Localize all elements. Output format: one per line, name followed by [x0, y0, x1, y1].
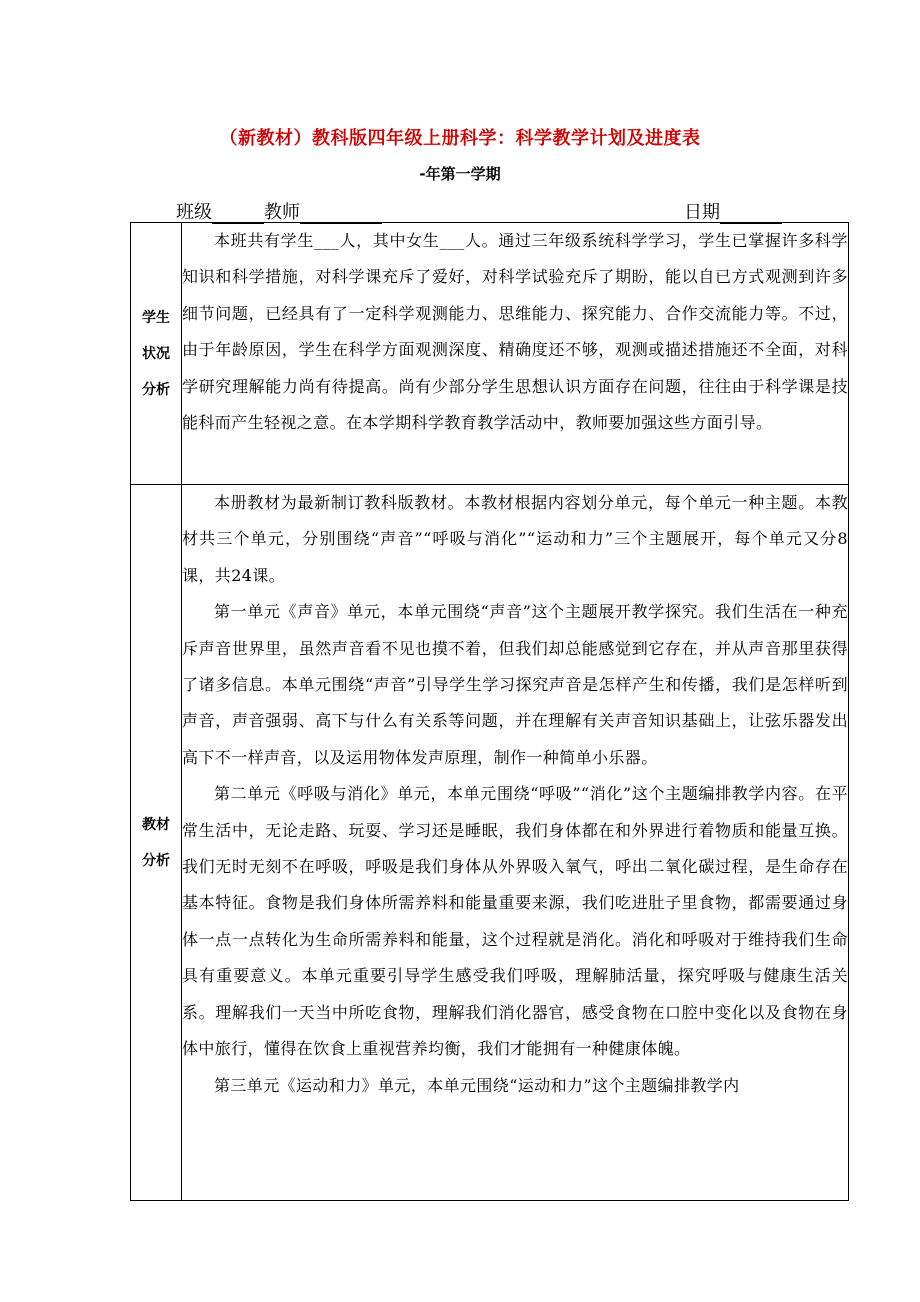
student-analysis-label — [131, 223, 182, 485]
material-paragraph-unit1: 第一单元《声音》单元，本单元围绕“声音”这个主题展开教学探究。我们生活在一种充斥声音世界里，虽然声音看不见也摸不着，但我们却总能感觉到它存在，并从声音那里获得了诸多信息。本单元围绕“声音”引导学生学习探究声音是怎样产生和传播，我们是怎样听到声音，声音强弱、高下与什么有关系等问题，并在理解有关声音知识基础上，让弦乐器发出高下不一样声音，以及运用物体发声原理，制作一种简单小乐器。 — [182, 602, 848, 767]
student-analysis-row — [131, 223, 849, 485]
class-label: 班级 — [176, 202, 212, 223]
material-paragraph-unit2: 第二单元《呼吸与消化》单元，本单元围绕“呼吸”“消化”这个主题编排教学内容。在平常生活中，无论走路、玩耍、学习还是睡眠，我们身体都在和外界进行着物质和能量互换。我们无时无刻不在呼吸，呼吸是我们身体从外界吸入氧气，呼出二氧化碳过程，是生命存在基本特征。食物是我们身体所需养料和能量重要来源，我们吃进肚子里食物，都需要通过身体一点一点转化为生命所需养料和能量，这个过程就是消化。消化和呼吸对于维持我们生命具有重要意义。本单元重要引导学生感受我们呼吸，理解肺活量，探究呼吸与健康生活关系。理解我们一天当中所吃食物，理解我们消化器官，感受食物在口腔中变化以及食物在身体中旅行，懂得在饮食上重视营养均衡，我们才能拥有一种健康体魄。 — [182, 784, 848, 1059]
material-paragraph-unit3: 第三单元《运动和力》单元，本单元围绕“运动和力”这个主题编排教学内 — [214, 1075, 740, 1095]
material-analysis-label — [131, 485, 182, 1201]
label-line: 教材 — [142, 816, 170, 833]
material-paragraph-overview: 本册教材为最新制订教科版教材。本教材根据内容划分单元，每个单元一种主题。本教材共三个单元，分别围绕“声音”“呼吸与消化”“运动和力”三个主题展开，每个单元又分8课，共24课。 — [182, 493, 848, 585]
label-line: 学生 — [142, 309, 170, 326]
label-line: 分析 — [142, 852, 170, 869]
plan-table — [130, 222, 849, 1201]
semester-subtitle: -年第一学期 — [419, 165, 501, 183]
date-blank — [720, 203, 782, 224]
teacher-blank — [300, 203, 382, 224]
label-line: 状况 — [142, 345, 170, 362]
date-field — [684, 198, 782, 224]
student-analysis-content — [182, 223, 849, 485]
label-line: 分析 — [142, 381, 170, 398]
date-label: 日期 — [684, 202, 720, 223]
class-teacher-fields — [176, 198, 382, 224]
info-line — [176, 198, 782, 224]
material-analysis-content — [182, 485, 849, 1201]
student-analysis-paragraph: 本班共有学生___人，其中女生___人。通过三年级系统科学学习，学生已掌握许多科学知识和科学措施，对科学课充斥了爱好，对科学试验充斥了期盼，能以自已方式观测到许多细节问题，已经具有了一定科学观测能力、思维能力、探究能力、合作交流能力等。不过，由于年龄原因，学生在科学方面观测深度、精确度还不够，观测或描述措施还不全面，对科学研究理解能力尚有待提高。尚有少部分学生思想认识方面存在问题，往往由于科学课是技能科而产生轻视之意。在本学期科学教育教学活动中，教师要加强这些方面引导。 — [182, 231, 848, 433]
material-analysis-row — [131, 485, 849, 1201]
class-blank — [212, 203, 264, 224]
document-title: （新教材）教科版四年级上册科学：科学教学计划及进度表 — [219, 128, 701, 149]
teacher-label: 教师 — [264, 202, 300, 223]
